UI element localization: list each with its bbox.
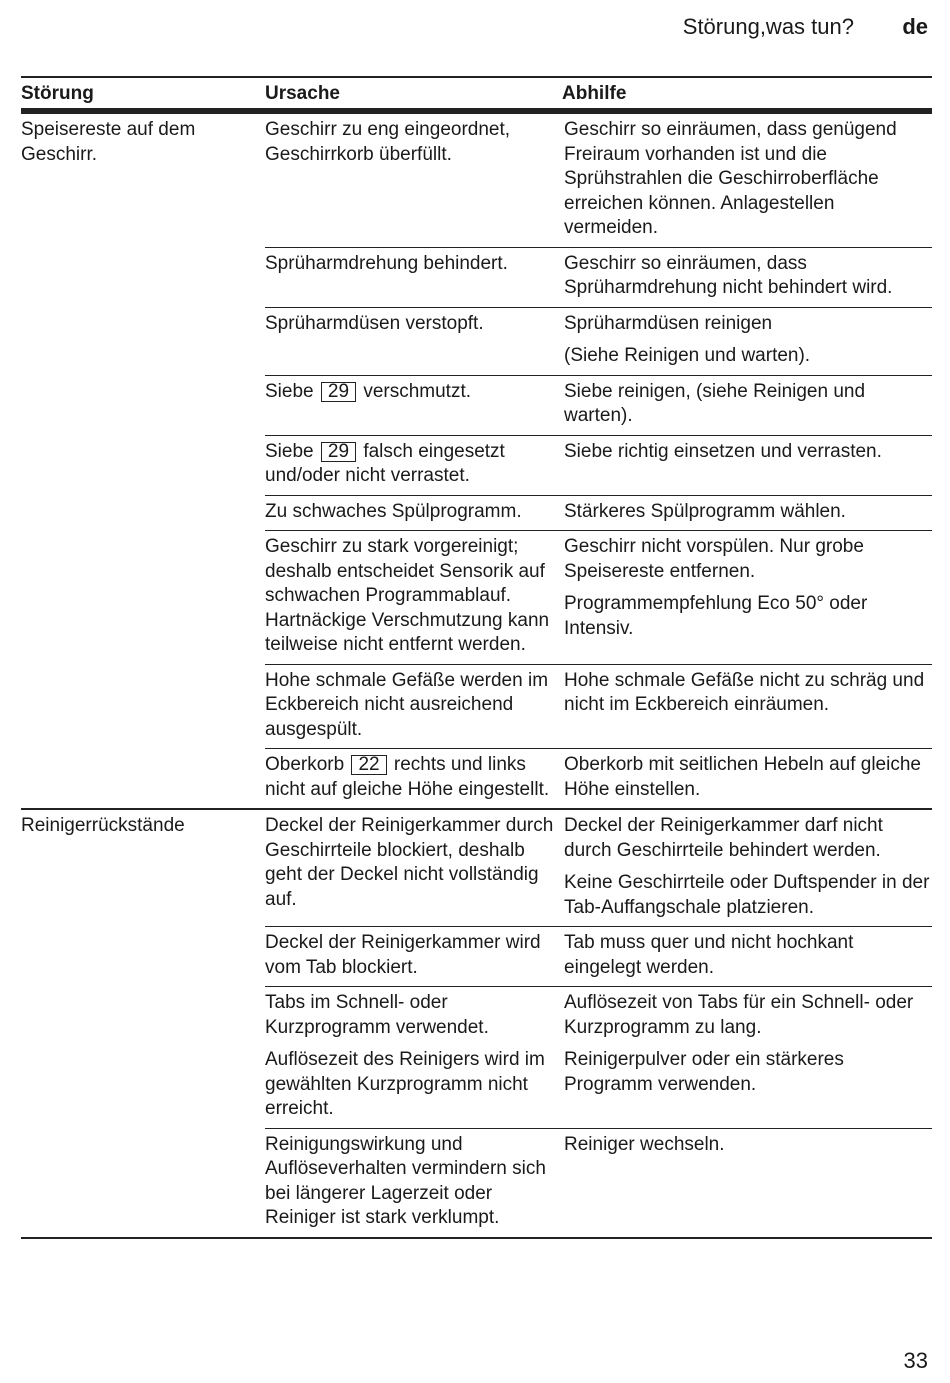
part-number-box: 29 [321,442,356,462]
abhilfe-text: Sprüharmdüsen reinigen [564,312,773,334]
troubleshooting-table [21,76,932,1239]
abhilfe-text: Oberkorb mit seitlichen Hebeln auf gleiche Höhe einstellen. [564,754,921,800]
column-header-abhilfe: Abhilfe [562,83,627,104]
abhilfe-text: Reiniger wechseln. [564,1133,725,1155]
page-title: Störung,was tun? [682,14,854,39]
column-header-ursache: Ursache [265,83,340,104]
abhilfe-cell [564,500,932,525]
table-row [265,986,932,1128]
abhilfe-cell [564,118,932,241]
ursache-text: Zu schwaches Spülprogramm. [265,500,522,522]
table-header [21,78,932,112]
abhilfe-text: Reinigerpulver oder ein stärkeres Programm verwenden. [564,1049,844,1095]
part-number-box: 29 [321,382,356,402]
abhilfe-text: Auflösezeit von Tabs für ein Schnell- oder Kurzprogramm zu lang. [564,992,914,1038]
table-row [265,307,932,375]
abhilfe-cell [564,991,932,1122]
table-row [265,530,932,664]
ursache-text: Siebe [265,380,314,402]
ursache-text: Sprüharmdrehung behindert. [265,252,508,274]
ursache-cell [265,991,564,1122]
table-row [265,375,932,435]
abhilfe-cell [564,535,932,658]
abhilfe-cell [564,1133,932,1231]
ursache-text: Oberkorb [265,754,345,775]
table-row [265,1128,932,1237]
abhilfe-text: Geschirr nicht vorspülen. Nur grobe Speisereste entfernen. [564,536,864,582]
ursache-cell [265,118,564,241]
abhilfe-text: Keine Geschirrteile oder Duftspender in der Tab-Auffangschale platzieren. [564,872,930,918]
ursache-text: Auflösezeit des Reinigers wird im gewählten Kurzprogramm nicht erreicht. [265,1049,545,1119]
column-header-stoerung: Störung [21,83,94,104]
abhilfe-text: Stärkeres Spülprogramm wählen. [564,500,846,522]
table-row [265,926,932,986]
page-header [0,14,950,44]
ursache-text: verschmutzt. [363,380,472,402]
ursache-text: Reinigungswirkung und Auflöseverhalten vermindern sich bei längerer Lagerzeit oder Reiniger ist stark verklumpt. [265,1133,546,1228]
abhilfe-text: Hohe schmale Gefäße nicht zu schräg und nicht im Eckbereich einräumen. [564,669,925,715]
ursache-cell [265,380,564,429]
ursache-text: Deckel der Reinigerkammer wird vom Tab blockiert. [265,932,541,978]
abhilfe-cell [564,931,932,980]
abhilfe-text: Geschirr so einräumen, dass genügend Freiraum vorhanden ist und die Sprühstrahlen die Geschirroberfläche erreichen können. Anlagestellen vermeiden. [564,119,897,238]
ursache-text: Geschirr zu eng eingeordnet, Geschirrkorb überfüllt. [265,119,511,165]
ursache-cell [265,931,564,980]
table-row [265,114,932,247]
ursache-cell [265,1133,564,1231]
abhilfe-text: Geschirr so einräumen, dass Sprüharmdrehung nicht behindert wird. [564,252,893,298]
stoerung-cell: Reinigerrückstände [21,815,185,836]
table-row [265,247,932,307]
abhilfe-text: (Siehe Reinigen und warten). [564,345,811,366]
abhilfe-cell [564,669,932,743]
ursache-text: rechts und links nicht auf gleiche Höhe eingestellt. [265,754,550,800]
ursache-text: Tabs im Schnell- oder Kurzprogramm verwendet. [265,992,489,1038]
ursache-text: Deckel der Reinigerkammer durch Geschirrteile blockiert, deshalb geht der Deckel nicht vollständig auf. [265,815,554,910]
stoerung-cell: Speisereste auf dem Geschirr. [21,119,196,165]
ursache-text: Hohe schmale Gefäße werden im Eckbereich nicht ausreichend ausgespült. [265,669,549,740]
ursache-text: Geschirr zu stark vorgereinigt; deshalb entscheidet Sensorik auf schwachen Programmablauf. Hartnäckige Verschmutzung kann teilweise nicht entfernt werden. [265,536,550,655]
ursache-text: falsch eingesetzt und/oder nicht verrastet. [265,440,505,486]
table-row [265,810,932,926]
ursache-cell [265,535,564,658]
abhilfe-text: Tab muss quer und nicht hochkant eingelegt werden. [564,932,854,978]
abhilfe-text: Programmempfehlung Eco 50° oder Intensiv. [564,593,868,639]
ursache-cell [265,312,564,369]
table-section [21,112,932,808]
ursache-text: Sprüharmdüsen verstopft. [265,312,484,334]
table-row [265,748,932,808]
table-section [21,808,932,1237]
ursache-cell [265,500,564,525]
table-row [265,435,932,495]
ursache-cell [265,252,564,301]
ursache-cell [265,669,564,743]
abhilfe-text: Siebe reinigen, (siehe Reinigen und warten). [564,380,866,426]
part-number-box: 22 [351,755,386,775]
abhilfe-text: Deckel der Reinigerkammer darf nicht durch Geschirrteile behindert werden. [564,815,883,861]
abhilfe-cell [564,753,932,802]
abhilfe-cell [564,312,932,369]
abhilfe-cell [564,252,932,301]
ursache-cell [265,440,564,489]
abhilfe-cell [564,814,932,920]
language-code: de [902,14,928,39]
ursache-cell [265,814,564,920]
abhilfe-cell [564,380,932,429]
ursache-text: Siebe [265,440,314,462]
table-row [265,495,932,531]
page-number: 33 [903,1348,928,1373]
abhilfe-text: Siebe richtig einsetzen und verrasten. [564,440,882,462]
ursache-cell [265,753,564,802]
abhilfe-cell [564,440,932,489]
table-row [265,664,932,749]
